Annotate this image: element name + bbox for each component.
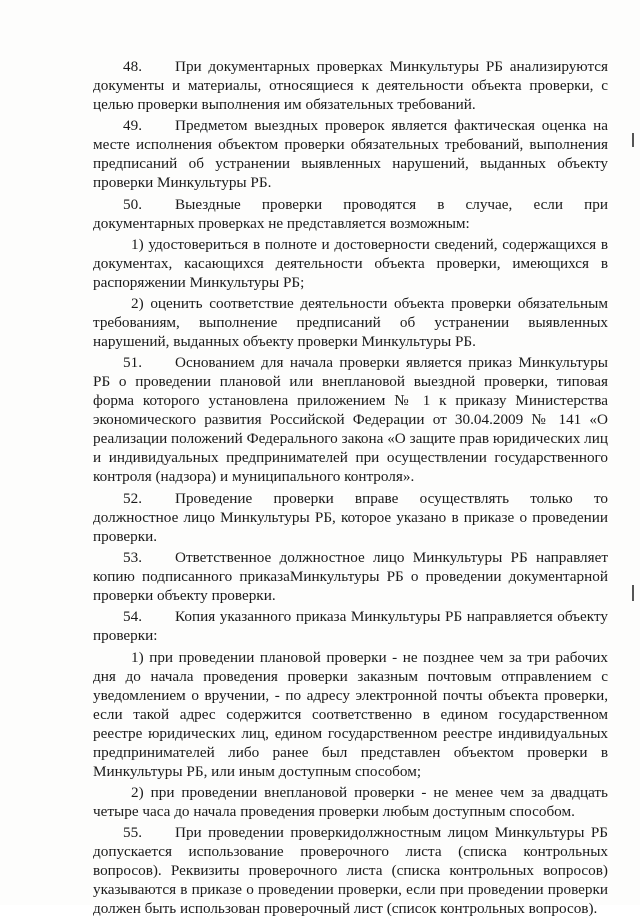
paragraph-54	[93, 607, 608, 645]
scan-edge-mark	[632, 133, 634, 147]
paragraph-number: 51.	[123, 354, 142, 372]
subparagraph-50-1: 1) удостовериться в полноте и достоверности сведений, содержащихся в документах, касающихся деятельности объекта проверки, имеющихся в распоряжении Минкультуры РБ;	[93, 235, 608, 291]
subparagraph-54-1: 1) при проведении плановой проверки - не позднее чем за три рабочих дня до начала проведения проверки заказным почтовым отправлением с уведомлением о вручении, - по адресу электронной почты объекта проверки, если такой адрес содержится соответственно в едином государственном реестре юридических лиц, едином государственном реестре индивидуальных предпринимателей либо ранее был представлен объектом проверки в Минкультуры РБ, или иным доступным способом;	[93, 648, 608, 780]
paragraph-49	[93, 116, 608, 192]
paragraph-text: Основанием для начала проверки является приказ Минкультуры РБ о проведении плановой или внеплановой выездной проверки, типовая форма которого установлена приложением № 1 к приказу Министерства экономического развития Российской Федерации от 30.04.2009 № 141 «О реализации положений Федерального закона «О защите прав юридических лиц и индивидуальных предпринимателей при осуществлении государственного контроля (надзора) и муниципального контроля».	[93, 354, 608, 486]
paragraph-50	[93, 195, 608, 233]
subparagraph-50-2: 2) оценить соответствие деятельности объекта проверки обязательным требованиям, выполнение предписаний об устранении выявленных нарушений, выданных объекту проверки Минкультуры РБ.	[93, 295, 608, 351]
paragraph-text: При документарных проверках Минкультуры РБ анализируются документы и материалы, относящиеся к деятельности объекта проверки, с целью проверки выполнения им обязательных требований.	[93, 58, 608, 113]
paragraph-number: 52.	[123, 489, 142, 507]
paragraph-number: 55.	[123, 824, 142, 842]
paragraph-text: Предметом выездных проверок является фактическая оценка на месте исполнения объектом проверки обязательных требований, выполнения предписаний об устранении выявленных нарушений, выданных объекту проверки Минкультуры РБ.	[93, 117, 608, 192]
paragraph-number: 49.	[123, 117, 142, 135]
document-body	[93, 57, 608, 921]
paragraph-number: 53.	[123, 549, 142, 567]
paragraph-48	[93, 57, 608, 114]
paragraph-text: Выездные проверки проводятся в случае, если при документарных проверках не представляется возможным:	[93, 195, 608, 232]
paragraph-52	[93, 489, 608, 546]
paragraph-text: Ответственное должностное лицо Минкультуры РБ направляет копию подписанного приказаМинкультуры РБ о проведении документарной проверки объекту проверки.	[93, 549, 608, 605]
paragraph-number: 54.	[123, 608, 142, 626]
paragraph-text: Копия указанного приказа Минкультуры РБ направляется объекту проверки:	[93, 608, 608, 645]
scan-edge-mark	[632, 585, 634, 601]
subparagraph-54-2: 2) при проведении внеплановой проверки - не менее чем за двадцать четыре часа до начала проведения проверки любым доступным способом.	[93, 783, 608, 820]
paragraph-51	[93, 353, 608, 486]
paragraph-text: При проведении проверкидолжностным лицом Минкультуры РБ допускается использование проверочного листа (списка контрольных вопросов). Реквизиты проверочного листа (списка контрольных вопросов) указываются в приказе о проведении проверки, если при проведении проверки должен быть использован проверочный лист (список контрольных вопросов).	[93, 824, 608, 918]
paragraph-number: 48.	[123, 58, 142, 75]
paragraph-text: Проведение проверки вправе осуществлять только то должностное лицо Минкультуры РБ, которое указано в приказе о проведении проверки.	[93, 489, 608, 545]
paragraph-53	[93, 548, 608, 605]
paragraph-number: 50.	[123, 195, 142, 213]
paragraph-55	[93, 823, 608, 918]
